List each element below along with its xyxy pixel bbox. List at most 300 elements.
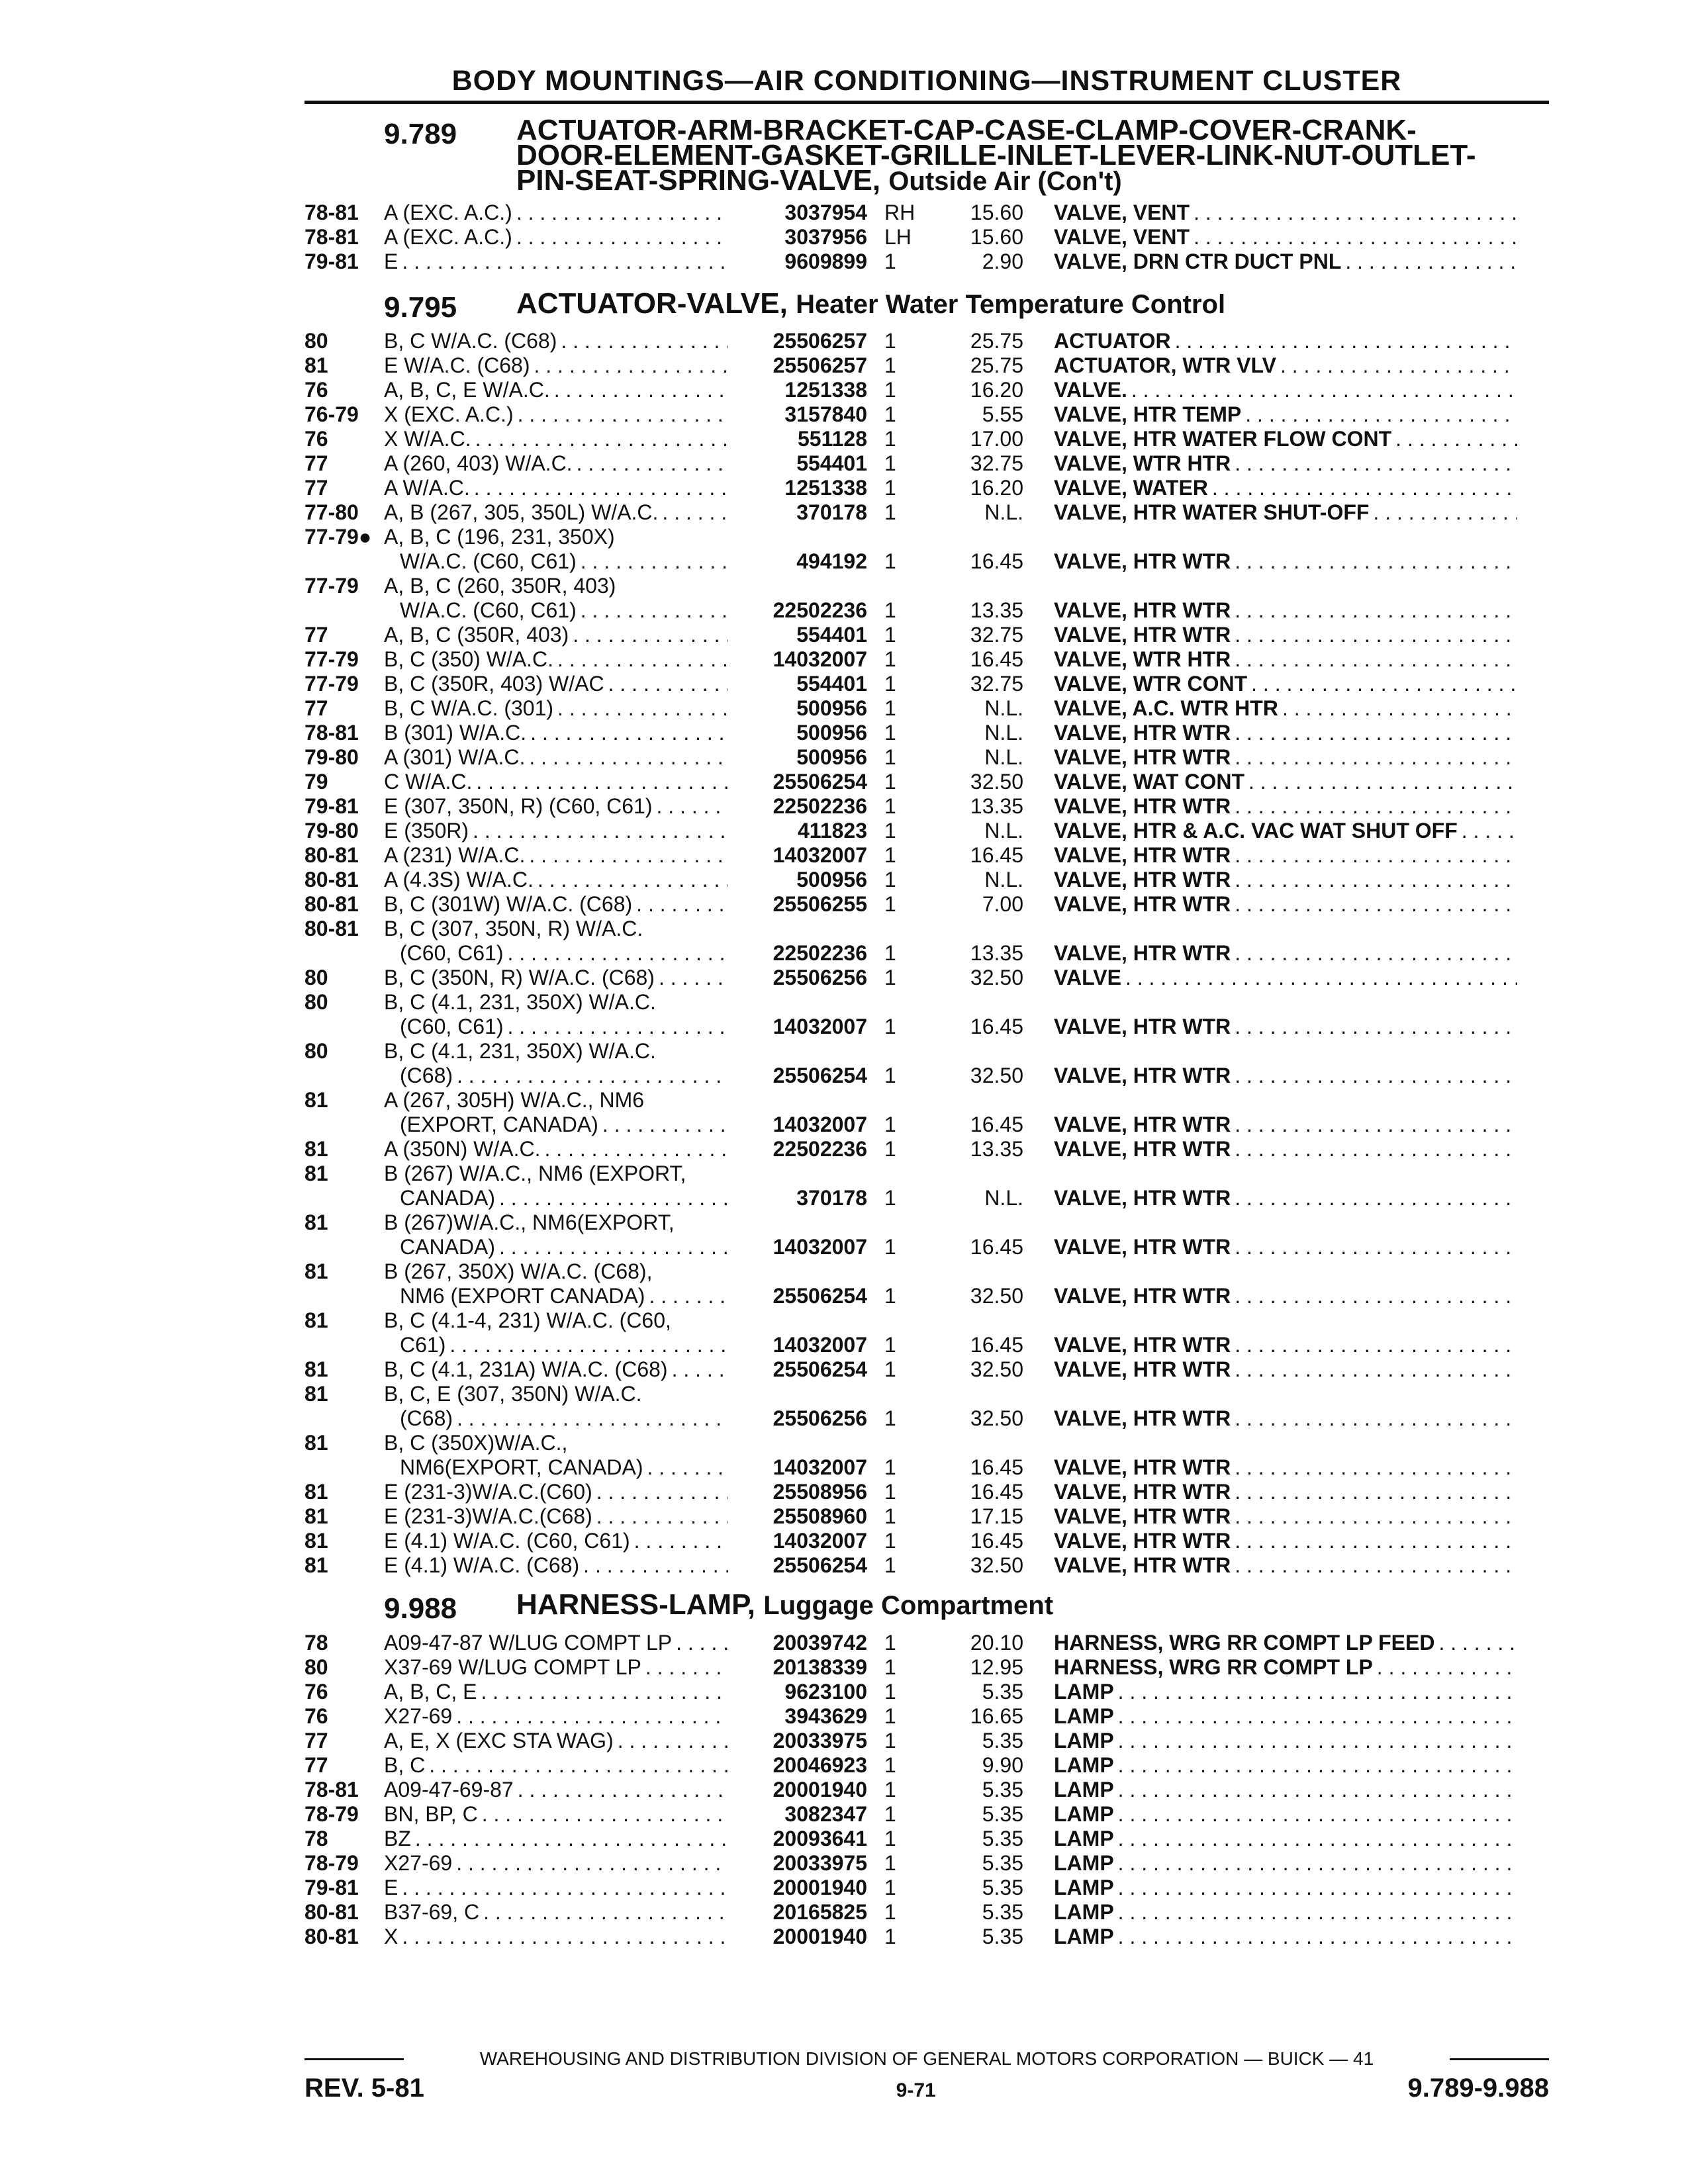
table-row <box>305 598 1549 623</box>
table-row <box>305 1827 1549 1851</box>
part-name: VALVE, HTR WTR . . . <box>1023 623 1517 647</box>
quantity: 1 <box>884 1553 896 1577</box>
price: 32.50 <box>970 1357 1023 1381</box>
application-desc: C W/A.C. . . . <box>384 770 728 794</box>
model-year: 77-79● <box>305 525 372 549</box>
part-number: 25506254 <box>773 770 867 794</box>
table-row <box>305 1851 1549 1876</box>
application-desc: NM6 (EXPORT CANADA) . . . <box>384 1284 728 1308</box>
part-number: 554401 <box>796 623 867 647</box>
part-name: VALVE, HTR WTR . . . <box>1023 745 1517 770</box>
application-desc: NM6(EXPORT, CANADA) . . . <box>384 1455 728 1480</box>
quantity: 1 <box>884 941 896 965</box>
table-row <box>305 1631 1549 1655</box>
part-name: HARNESS, WRG RR COMPT LP . . . <box>1023 1655 1517 1680</box>
model-year: 81 <box>305 1137 328 1161</box>
part-number: 3943629 <box>784 1704 867 1728</box>
price: 16.45 <box>970 1529 1023 1553</box>
part-number: 551128 <box>797 427 867 451</box>
price: 16.65 <box>970 1704 1023 1728</box>
model-year: 78-81 <box>305 225 359 249</box>
page-header-title: BODY MOUNTINGS—AIR CONDITIONING—INSTRUMENT CLUSTER <box>451 65 1402 97</box>
application-desc: A09-47-87 W/LUG COMPT LP . . . <box>384 1631 728 1655</box>
price: N.L. <box>984 745 1023 769</box>
model-year: 81 <box>305 1308 328 1332</box>
application-desc: B, C (350X)W/A.C., <box>384 1431 568 1455</box>
model-year: 80 <box>305 966 328 989</box>
application-desc: E . . . <box>384 250 728 274</box>
model-year: 77 <box>305 451 328 475</box>
part-number: 500956 <box>796 696 867 720</box>
table-row <box>305 353 1549 378</box>
parts-table-9-988 <box>305 1631 1549 1949</box>
application-desc: B, C . . . <box>384 1753 728 1778</box>
quantity: 1 <box>884 1137 896 1161</box>
model-year: 78-81 <box>305 1778 359 1801</box>
application-desc: C61) . . . <box>384 1333 728 1357</box>
price: 25.75 <box>970 353 1023 377</box>
part-name: LAMP . . . <box>1023 1729 1517 1753</box>
part-name: VALVE, HTR WTR . . . <box>1023 549 1517 574</box>
part-number: 14032007 <box>773 647 867 671</box>
part-name: LAMP . . . <box>1023 1753 1517 1778</box>
price: 32.75 <box>970 623 1023 647</box>
price: 5.35 <box>982 1778 1023 1801</box>
price: 17.00 <box>970 427 1023 451</box>
table-row <box>305 794 1549 819</box>
table-row <box>305 745 1549 770</box>
part-name: VALVE, HTR WATER FLOW CONT . . . <box>1023 427 1517 451</box>
part-number: 370178 <box>796 1186 867 1210</box>
part-name: VALVE, HTR WTR . . . <box>1023 1529 1517 1553</box>
part-number: 20033975 <box>773 1729 867 1752</box>
application-desc: X37-69 W/LUG COMPT LP . . . <box>384 1655 728 1680</box>
application-desc: A (301) W/A.C. . . . <box>384 745 728 770</box>
part-number: 25508956 <box>773 1480 867 1504</box>
footer-rule-right <box>1450 2058 1549 2060</box>
model-year: 76 <box>305 1680 328 1704</box>
part-number: 25506256 <box>773 966 867 989</box>
table-row <box>305 819 1549 843</box>
section-title: HARNESS-LAMP, Luggage Compartment <box>516 1588 1054 1621</box>
table-row <box>305 1088 1549 1113</box>
quantity: 1 <box>884 1113 896 1136</box>
table-row <box>305 1900 1549 1925</box>
application-desc: A (267, 305H) W/A.C., NM6 <box>384 1088 645 1112</box>
model-year: 79-81 <box>305 250 359 273</box>
quantity: 1 <box>884 1753 896 1777</box>
price: 5.35 <box>982 1876 1023 1899</box>
model-year: 80-81 <box>305 917 359 940</box>
parts-table-9-789 <box>305 201 1549 274</box>
part-name: VALVE, HTR WTR . . . <box>1023 1406 1517 1431</box>
model-year: 77 <box>305 1753 328 1777</box>
quantity: 1 <box>884 868 896 891</box>
application-desc: E . . . <box>384 1876 728 1900</box>
model-year: 80-81 <box>305 1900 359 1924</box>
part-name: VALVE, HTR WTR . . . <box>1023 1186 1517 1210</box>
quantity: 1 <box>884 966 896 989</box>
table-row <box>305 1925 1549 1949</box>
price: 32.75 <box>970 451 1023 475</box>
part-number: 25506254 <box>773 1284 867 1308</box>
application-desc: X27-69 . . . <box>384 1704 728 1729</box>
quantity: 1 <box>884 1704 896 1728</box>
model-year: 77-80 <box>305 500 359 524</box>
part-number: 25508960 <box>773 1504 867 1528</box>
part-number: 3082347 <box>784 1802 867 1826</box>
part-number: 20046923 <box>773 1753 867 1777</box>
application-desc: A (260, 403) W/A.C. . . . <box>384 451 728 476</box>
part-number: 1251338 <box>784 476 867 500</box>
price: 12.95 <box>970 1655 1023 1679</box>
part-number: 20138339 <box>773 1655 867 1679</box>
quantity: 1 <box>884 1925 896 1948</box>
part-number: 1251338 <box>784 378 867 402</box>
price: 16.45 <box>970 1455 1023 1479</box>
quantity: 1 <box>884 1851 896 1875</box>
application-desc: B (301) W/A.C. . . . <box>384 721 728 745</box>
table-row <box>305 1876 1549 1900</box>
application-desc: A (4.3S) W/A.C. . . . <box>384 868 728 892</box>
model-year: 81 <box>305 1357 328 1381</box>
part-number: 3037956 <box>784 225 867 249</box>
price: 13.35 <box>970 794 1023 818</box>
application-desc: B, C, E (307, 350N) W/A.C. <box>384 1382 642 1406</box>
part-number: 411823 <box>797 819 867 842</box>
model-year: 77 <box>305 476 328 500</box>
model-year: 78 <box>305 1631 328 1655</box>
part-name: VALVE, VENT . . . <box>1023 225 1517 250</box>
application-desc: W/A.C. (C60, C61) . . . <box>384 598 728 623</box>
part-number: 25506255 <box>773 892 867 916</box>
table-row <box>305 1137 1549 1161</box>
application-desc: A (EXC. A.C.) . . . <box>384 201 728 225</box>
part-number: 20001940 <box>773 1778 867 1801</box>
quantity: 1 <box>884 770 896 794</box>
model-year: 80-81 <box>305 843 359 867</box>
part-name: VALVE, HTR WTR . . . <box>1023 1455 1517 1480</box>
part-number: 14032007 <box>773 1333 867 1357</box>
header-rule <box>305 101 1549 104</box>
model-year: 76 <box>305 1704 328 1728</box>
application-desc: B (267, 350X) W/A.C. (C68), <box>384 1259 653 1283</box>
part-number: 14032007 <box>773 843 867 867</box>
model-year: 80 <box>305 990 328 1014</box>
price: 16.45 <box>970 1235 1023 1259</box>
part-number: 25506257 <box>773 353 867 377</box>
quantity: 1 <box>884 1333 896 1357</box>
part-number: 500956 <box>796 721 867 745</box>
price: 13.35 <box>970 598 1023 622</box>
table-row <box>305 1039 1549 1064</box>
part-name: VALVE, HTR WTR . . . <box>1023 1235 1517 1259</box>
model-year: 76 <box>305 378 328 402</box>
model-year: 77-79 <box>305 574 359 598</box>
quantity: 1 <box>884 1802 896 1826</box>
application-desc: B, C (350R, 403) W/AC . . . <box>384 672 728 696</box>
table-row <box>305 672 1549 696</box>
table-row <box>305 1333 1549 1357</box>
part-name: VALVE, WTR HTR . . . <box>1023 451 1517 476</box>
table-row <box>305 1504 1549 1529</box>
page-number: 9-71 <box>896 2079 936 2101</box>
quantity: 1 <box>884 1655 896 1679</box>
table-row <box>305 1455 1549 1480</box>
table-row <box>305 250 1549 274</box>
part-name: HARNESS, WRG RR COMPT LP FEED . . . <box>1023 1631 1517 1655</box>
price: 5.35 <box>982 1900 1023 1924</box>
quantity: 1 <box>884 1015 896 1038</box>
price: 5.35 <box>982 1925 1023 1948</box>
part-number: 20039742 <box>773 1631 867 1655</box>
table-row <box>305 941 1549 966</box>
quantity: 1 <box>884 672 896 696</box>
part-name: LAMP . . . <box>1023 1900 1517 1925</box>
table-row <box>305 623 1549 647</box>
part-number: 14032007 <box>773 1113 867 1136</box>
part-number: 22502236 <box>773 1137 867 1161</box>
quantity: 1 <box>884 647 896 671</box>
application-desc: W/A.C. (C60, C61) . . . <box>384 549 728 574</box>
model-year: 81 <box>305 1161 328 1185</box>
part-name: LAMP . . . <box>1023 1876 1517 1900</box>
part-name: VALVE, WATER . . . <box>1023 476 1517 500</box>
model-year: 78-81 <box>305 721 359 745</box>
table-row <box>305 1680 1549 1704</box>
part-name: VALVE, HTR WTR . . . <box>1023 1480 1517 1504</box>
table-row <box>305 378 1549 402</box>
quantity: 1 <box>884 1778 896 1801</box>
model-year: 80 <box>305 1039 328 1063</box>
model-year: 79-80 <box>305 819 359 842</box>
part-name: VALVE, HTR WTR . . . <box>1023 1357 1517 1382</box>
part-name: LAMP . . . <box>1023 1802 1517 1827</box>
application-desc: B, C (301W) W/A.C. (C68) . . . <box>384 892 728 917</box>
table-row <box>305 1357 1549 1382</box>
model-year: 79 <box>305 770 328 794</box>
model-year: 77 <box>305 696 328 720</box>
section-qualifier: Heater Water Temperature Control <box>796 290 1226 319</box>
part-name: VALVE, HTR TEMP . . . <box>1023 402 1517 427</box>
quantity: 1 <box>884 623 896 647</box>
price: 5.35 <box>982 1729 1023 1752</box>
model-year: 81 <box>305 1382 328 1406</box>
part-number: 500956 <box>796 745 867 769</box>
application-desc: A, B, C (196, 231, 350X) <box>384 525 615 549</box>
section-9-988-heading <box>305 1588 1549 1625</box>
price: 16.20 <box>970 378 1023 402</box>
part-name: VALVE, HTR WTR . . . <box>1023 941 1517 966</box>
part-number: 20033975 <box>773 1851 867 1875</box>
part-number: 370178 <box>796 500 867 524</box>
application-desc: A (350N) W/A.C. . . . <box>384 1137 728 1161</box>
model-year: 80-81 <box>305 892 359 916</box>
quantity: LH <box>884 225 912 249</box>
section-9-795-heading <box>305 287 1549 324</box>
section-number: 9.795 <box>384 291 457 324</box>
price: 15.60 <box>970 225 1023 249</box>
model-year: 77 <box>305 1729 328 1752</box>
price: 13.35 <box>970 941 1023 965</box>
model-year: 77 <box>305 623 328 647</box>
model-year: 81 <box>305 1529 328 1553</box>
price: N.L. <box>984 819 1023 842</box>
application-desc: E W/A.C. (C68) . . . <box>384 353 728 378</box>
price: 15.60 <box>970 201 1023 224</box>
table-row <box>305 1729 1549 1753</box>
part-number: 554401 <box>796 672 867 696</box>
table-row <box>305 1406 1549 1431</box>
part-name: VALVE, WTR HTR . . . <box>1023 647 1517 672</box>
price: 32.75 <box>970 672 1023 696</box>
price: 5.35 <box>982 1827 1023 1850</box>
application-desc: B, C W/A.C. (301) . . . <box>384 696 728 721</box>
model-year: 77-79 <box>305 647 359 671</box>
section-qualifier: Luggage Compartment <box>763 1591 1054 1620</box>
model-year: 79-81 <box>305 794 359 818</box>
part-name: VALVE, HTR WTR . . . <box>1023 1284 1517 1308</box>
price: 32.50 <box>970 1284 1023 1308</box>
model-year: 81 <box>305 1210 328 1234</box>
part-number: 25506254 <box>773 1357 867 1381</box>
part-number: 22502236 <box>773 598 867 622</box>
price: N.L. <box>984 500 1023 524</box>
price: 32.50 <box>970 770 1023 794</box>
part-number: 20001940 <box>773 1925 867 1948</box>
part-number: 22502236 <box>773 794 867 818</box>
quantity: 1 <box>884 353 896 377</box>
part-name: VALVE, HTR WTR . . . <box>1023 1064 1517 1088</box>
price: 2.90 <box>982 250 1023 273</box>
model-year: 79-80 <box>305 745 359 769</box>
model-year: 81 <box>305 1553 328 1577</box>
application-desc: CANADA) . . . <box>384 1235 728 1259</box>
part-number: 554401 <box>796 451 867 475</box>
application-desc: A (231) W/A.C. . . . <box>384 843 728 868</box>
footer-publisher: WAREHOUSING AND DISTRIBUTION DIVISION OF GENERAL MOTORS CORPORATION — BUICK — 41 <box>479 2048 1374 2069</box>
model-year: 78-79 <box>305 1851 359 1875</box>
price: 20.10 <box>970 1631 1023 1655</box>
price: 5.35 <box>982 1851 1023 1875</box>
part-number: 22502236 <box>773 941 867 965</box>
application-desc: A, B (267, 305, 350L) W/A.C. . . . <box>384 500 728 525</box>
part-name: VALVE. . . . <box>1023 378 1517 402</box>
part-number: 14032007 <box>773 1235 867 1259</box>
table-row <box>305 402 1549 427</box>
table-row <box>305 1161 1549 1186</box>
table-row <box>305 451 1549 476</box>
table-row <box>305 1259 1549 1284</box>
application-desc: A, B, C (260, 350R, 403) <box>384 574 616 598</box>
model-year: 80 <box>305 329 328 353</box>
model-year: 81 <box>305 1480 328 1504</box>
quantity: 1 <box>884 819 896 842</box>
part-number: 14032007 <box>773 1455 867 1479</box>
section-9-789-heading <box>305 114 1549 197</box>
application-desc: X W/A.C. . . . <box>384 427 728 451</box>
table-row <box>305 1064 1549 1088</box>
application-desc: E (350R) . . . <box>384 819 728 843</box>
application-desc: E (231-3)W/A.C.(C60) . . . <box>384 1480 728 1504</box>
model-year: 81 <box>305 1431 328 1455</box>
application-desc: B, C (350) W/A.C. . . . <box>384 647 728 672</box>
section-title: ACTUATOR-VALVE, Heater Water Temperature Control <box>516 287 1226 320</box>
model-year: 81 <box>305 1259 328 1283</box>
table-row <box>305 1529 1549 1553</box>
quantity: 1 <box>884 1827 896 1850</box>
quantity: 1 <box>884 1406 896 1430</box>
table-row <box>305 225 1549 250</box>
price: N.L. <box>984 1186 1023 1210</box>
application-desc: A, E, X (EXC STA WAG) . . . <box>384 1729 728 1753</box>
part-name: VALVE, HTR WTR . . . <box>1023 1333 1517 1357</box>
table-row <box>305 647 1549 672</box>
application-desc: B, C (4.1-4, 231) W/A.C. (C60, <box>384 1308 671 1332</box>
application-desc: X (EXC. A.C.) . . . <box>384 402 728 427</box>
quantity: 1 <box>884 1529 896 1553</box>
quantity: 1 <box>884 1480 896 1504</box>
section-number: 9.988 <box>384 1592 457 1625</box>
table-row <box>305 1113 1549 1137</box>
quantity: 1 <box>884 1504 896 1528</box>
part-name: VALVE, WTR CONT . . . <box>1023 672 1517 696</box>
application-desc: A W/A.C. . . . <box>384 476 728 500</box>
page-footer <box>305 2048 1549 2115</box>
part-name: VALVE, WAT CONT . . . <box>1023 770 1517 794</box>
part-name: VALVE, VENT . . . <box>1023 201 1517 225</box>
quantity: 1 <box>884 1729 896 1752</box>
application-desc: (C60, C61) . . . <box>384 1015 728 1039</box>
quantity: 1 <box>884 329 896 353</box>
table-row <box>305 1382 1549 1406</box>
quantity: 1 <box>884 1680 896 1704</box>
table-row <box>305 1753 1549 1778</box>
table-row <box>305 868 1549 892</box>
part-name: VALVE, HTR WTR . . . <box>1023 598 1517 623</box>
section-range: 9.789-9.988 <box>1407 2073 1549 2103</box>
price: 32.50 <box>970 1553 1023 1577</box>
quantity: 1 <box>884 1455 896 1479</box>
table-row <box>305 329 1549 353</box>
table-row <box>305 770 1549 794</box>
application-desc: B, C (4.1, 231, 350X) W/A.C. <box>384 1039 656 1063</box>
application-desc: BN, BP, C . . . <box>384 1802 728 1827</box>
part-number: 3037954 <box>784 201 867 224</box>
application-desc: A (EXC. A.C.) . . . <box>384 225 728 250</box>
part-number: 20093641 <box>773 1827 867 1850</box>
model-year: 76-79 <box>305 402 359 426</box>
table-row <box>305 549 1549 574</box>
application-desc: E (231-3)W/A.C.(C68) . . . <box>384 1504 728 1529</box>
table-row <box>305 1284 1549 1308</box>
part-number: 25506256 <box>773 1406 867 1430</box>
part-number: 3157840 <box>784 402 867 426</box>
price: 25.75 <box>970 329 1023 353</box>
model-year: 80-81 <box>305 868 359 891</box>
price: 16.45 <box>970 549 1023 573</box>
quantity: 1 <box>884 250 896 273</box>
part-name: VALVE, HTR WTR . . . <box>1023 1553 1517 1578</box>
part-name: VALVE, HTR WATER SHUT-OFF . . . <box>1023 500 1517 525</box>
application-desc: B37-69, C . . . <box>384 1900 728 1925</box>
table-row <box>305 990 1549 1015</box>
part-number: 494192 <box>796 549 867 573</box>
application-desc: BZ . . . <box>384 1827 728 1851</box>
quantity: 1 <box>884 1186 896 1210</box>
price: 16.45 <box>970 1480 1023 1504</box>
price: 13.35 <box>970 1137 1023 1161</box>
